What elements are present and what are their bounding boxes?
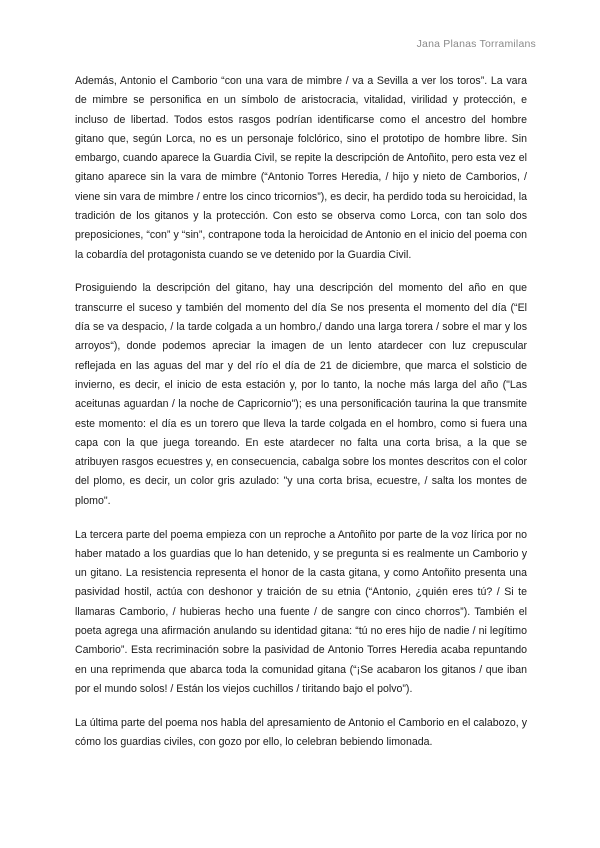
paragraph-1: Además, Antonio el Camborio “con una vara de mimbre / va a Sevilla a ver los toros”. La vara de mimbre se personifica en un símbolo de aristocracia, vitalidad, virilidad y protección, e incluso de libertad. Todos estos rasgos podrían identificarse como el ancestro del hombre gitano que, según Lorca, no es un personaje folclórico, sino el prototipo de hombre libre. Sin embargo, cuando aparece la Guardia Civil, se repite la descripción de Antoñito, pero esta vez el gitano aparece sin la vara de mimbre (“Antonio Torres Heredia, / hijo y nieto de Camborios, / viene sin vara de mimbre / entre los cinco tricornios”), es decir, ha perdido toda su heroicidad, la tradición de los gitanos y la protección. Con esto se observa como Lorca, con tan solo dos preposiciones, “con” y “sin”, contrapone toda la heroicidad de Antonio en el inicio del poema con la cobardía del protagonista cuando se ve detenido por la Guardia Civil. <box>75 75 527 261</box>
paragraph-3: La tercera parte del poema empieza con un reproche a Antoñito por parte de la voz lírica por no haber matado a los guardias que lo han detenido, y se pregunta si es realmente un Camborio y un gitano. La resistencia representa el honor de la casta gitana, y como Antoñito presenta una pasividad hostil, actúa con deshonor y traición de su etnia (“Antonio, ¿quién eres tú? / Si te llamaras Camborio, / hubieras hecho una fuente / de sangre con cinco chorros”). También el poeta agrega una afirmación anulando su identidad gitana: “tú no eres hijo de nadie / ni legítimo Camborio”. Esta recriminación sobre la pasividad de Antonio Torres Heredia acaba repuntando en una reprimenda que abarca toda la comunidad gitana (“¡Se acabaron los gitanos / que iban por el mundo solos! / Están los viejos cuchillos / tiritando bajo el polvo”). <box>75 528 527 695</box>
header-author: Jana Planas Torramilans <box>416 38 536 50</box>
paragraph-4: La última parte del poema nos habla del apresamiento de Antonio el Camborio en el calabozo, y cómo los guardias civiles, con gozo por ello, lo celebran bebiendo limonada. <box>75 716 527 748</box>
paragraph-2: Prosiguiendo la descripción del gitano, hay una descripción del momento del año en que transcurre el suceso y también del momento del día Se nos presenta el momento del día (“El día se va despacio, / la tarde colgada a un hombro,/ dando una larga torera / sobre el mar y los arroyos“), donde podemos apreciar la imagen de un lento atardecer con luz crepuscular reflejada en las aguas del mar y del río el día de 21 de diciembre, que marca el solsticio de invierno, es decir, el inicio de esta estación y, por lo tanto, la noche más larga del año ("Las aceitunas aguardan / la noche de Capricornio"); es una personificación taurina la que transmite este momento: el día es un torero que lleva la tarde colgada en el hombro, como si fuera una capa con la que juega toreando. En este atardecer no falta una corta brisa, a la que se atribuyen rasgos ecuestres y, en consecuencia, cabalga sobre los montes descritos con el color del plomo, es decir, un color gris azulado: "y una corta brisa, ecuestre, / salta los montes de plomo". <box>75 282 527 507</box>
body-text <box>75 72 527 767</box>
